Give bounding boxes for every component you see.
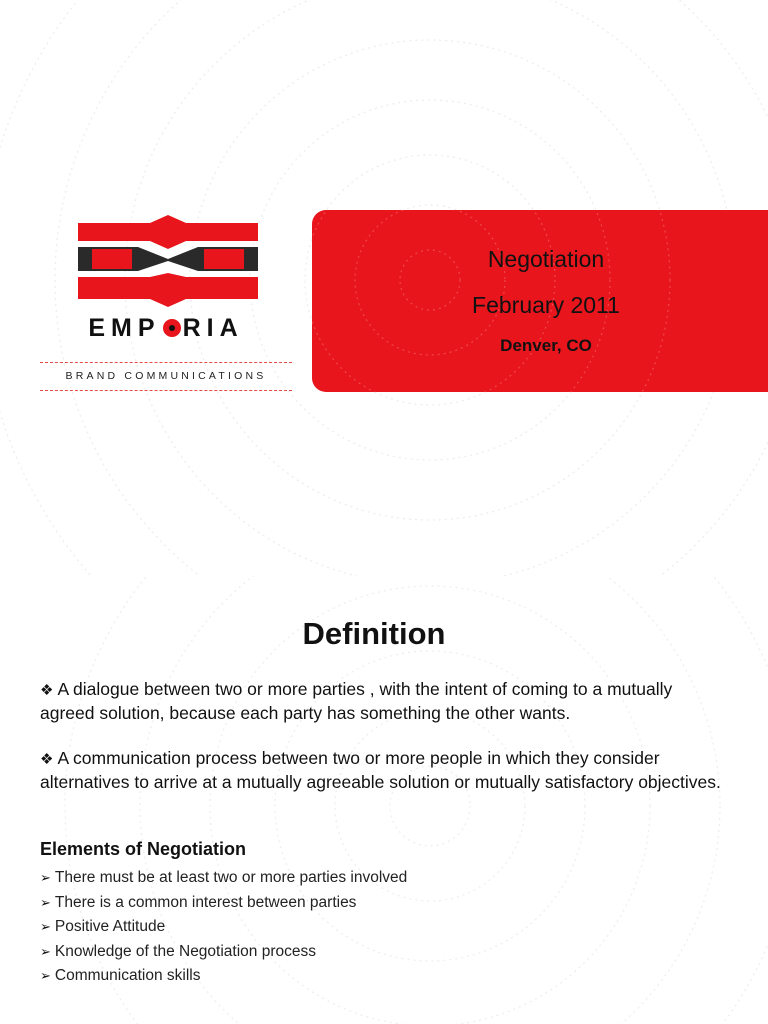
- presentation-date: February 2011: [472, 292, 620, 318]
- slide-title: Definition: [302, 616, 446, 651]
- arrow-bullet-icon: ➢: [40, 943, 51, 959]
- emporia-logo: [38, 210, 294, 396]
- wordmark-o-dot-icon: [163, 319, 181, 337]
- elements-heading: Elements of Negotiation: [40, 839, 247, 859]
- logo-divider-bottom: [40, 390, 292, 391]
- definition-paragraph: ❖ A communication process between two or more people in which they consider alternatives to arrive at a mutually agreeable solution or mutually satisfactory objectives.: [40, 748, 721, 792]
- definition-slide: [0, 576, 768, 1024]
- arrow-bullet-icon: ➢: [40, 870, 51, 885]
- arrow-bullet-icon: ➢: [40, 919, 51, 934]
- list-item: ➢ Positive Attitude: [40, 918, 166, 935]
- presentation-location: Denver, CO: [500, 336, 592, 355]
- title-banner: [312, 210, 768, 392]
- elements-list: [40, 866, 407, 989]
- arrow-bullet-icon: ➢: [40, 968, 51, 983]
- emporia-logo-mark-icon: [78, 215, 258, 307]
- list-item: ➢ Communication skills: [40, 967, 201, 984]
- emporia-wordmark: EMP RIA: [88, 314, 244, 342]
- list-item: ➢ Knowledge of the Negotiation process: [40, 942, 316, 960]
- diamond-bullet-icon: ❖: [40, 751, 54, 768]
- diamond-bullet-icon: ❖: [40, 682, 54, 699]
- list-item: ➢ There is a common interest between parties: [40, 893, 357, 911]
- arrow-bullet-icon: ➢: [40, 894, 51, 910]
- definition-paragraph: ❖ A dialogue between two or more parties , with the intent of coming to a mutually agreed solution, because each party has something the other wants.: [40, 679, 673, 723]
- list-item: ➢ There must be at least two or more parties involved: [40, 869, 408, 886]
- logo-tagline: BRAND COMMUNICATIONS: [65, 370, 267, 382]
- logo-divider-top: [40, 362, 292, 363]
- presentation-title: Negotiation: [487, 246, 605, 272]
